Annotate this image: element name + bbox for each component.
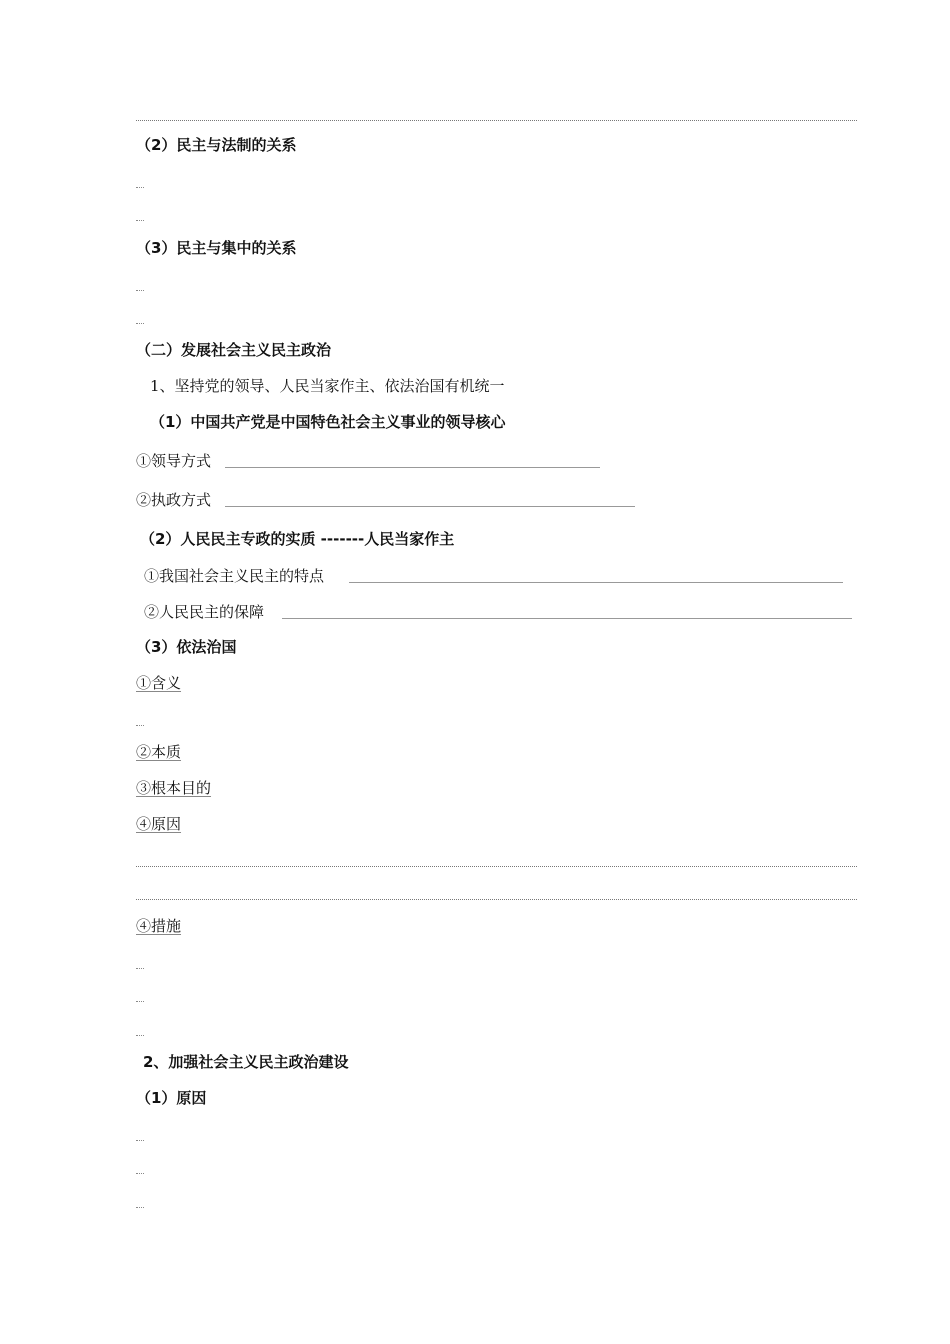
point-1-2: （2）人民民主专政的实质 -------人民当家作主: [140, 530, 455, 548]
blank-line: [136, 290, 144, 291]
leadership-mode: ①领导方式: [136, 452, 212, 470]
section-heading: （二）发展社会主义民主政治: [136, 341, 332, 359]
measures: ④措施: [136, 917, 182, 935]
point-2: 2、加强社会主义民主政治建设: [143, 1053, 349, 1071]
point-1-1: （1）中国共产党是中国特色社会主义事业的领导核心: [150, 413, 506, 431]
fill-line: [225, 467, 600, 468]
essence: ②本质: [136, 743, 182, 761]
point-1-3: （3）依法治国: [136, 638, 237, 656]
heading-democracy-law: （2）民主与法制的关系: [136, 136, 297, 154]
reason: ④原因: [136, 815, 182, 833]
blank-line: [136, 1207, 144, 1208]
fill-line: [282, 618, 852, 619]
democracy-features: ①我国社会主义民主的特点: [144, 567, 325, 585]
divider: [136, 899, 857, 900]
point-2-1: （1）原因: [136, 1089, 207, 1107]
blank-line: [136, 1173, 144, 1174]
divider: [136, 866, 857, 867]
fill-line: [225, 506, 635, 507]
blank-line: [136, 968, 144, 969]
point-1: 1、坚持党的领导、人民当家作主、依法治国有机统一: [150, 377, 505, 395]
meaning: ①含义: [136, 674, 182, 692]
blank-line: [136, 220, 144, 221]
fill-line: [349, 582, 843, 583]
blank-line: [136, 187, 144, 188]
blank-line: [136, 323, 144, 324]
blank-line: [136, 725, 144, 726]
fundamental-purpose: ③根本目的: [136, 779, 212, 797]
blank-line: [136, 1001, 144, 1002]
heading-democracy-centralism: （3）民主与集中的关系: [136, 239, 297, 257]
blank-line: [136, 1035, 144, 1036]
top-divider: [136, 120, 857, 121]
governing-mode: ②执政方式: [136, 491, 212, 509]
democracy-guarantee: ②人民民主的保障: [144, 603, 265, 621]
blank-line: [136, 1140, 144, 1141]
